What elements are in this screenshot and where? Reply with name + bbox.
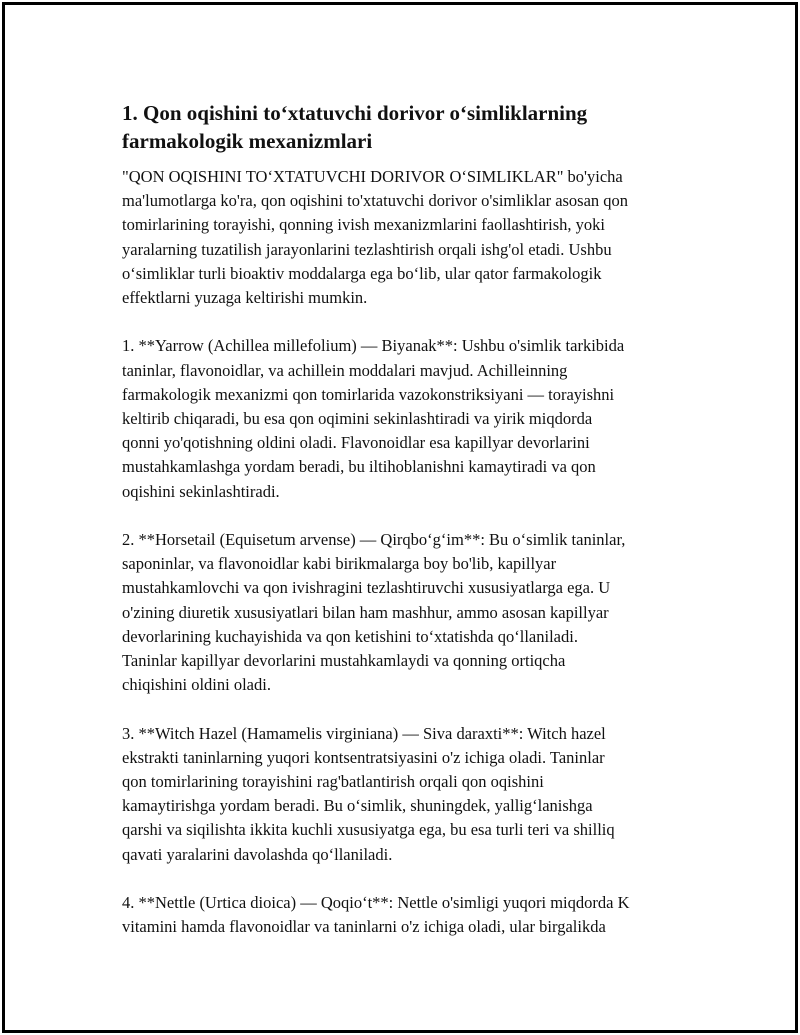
list-item-nettle xyxy=(122,891,697,939)
text-line: taninlar, flavonoidlar, va achillein moddalari mavjud. Achilleinning xyxy=(122,360,568,380)
paragraph-gap xyxy=(122,867,697,891)
text-line: qonni yo'qotishning oldini oladi. Flavonoidlar esa kapillyar devorlarini xyxy=(122,433,590,453)
heading-line-1: 1. Qon oqishini to‘xtatuvchi dorivor o‘simliklarning xyxy=(122,101,588,125)
text-line: Taninlar kapillyar devorlarini mustahkamlaydi va qonning ortiqcha xyxy=(122,651,566,671)
text-line: qavati yaralarini davolashda qo‘llaniladi. xyxy=(122,844,393,864)
text-line: ma'lumotlarga ko'ra, qon oqishini to'xtatuvchi dorivor o'simliklar asosan qon xyxy=(122,191,629,211)
text-line: 1. **Yarrow (Achillea millefolium) — Biyanak**: Ushbu o'simlik tarkibida xyxy=(122,336,625,356)
text-line: o‘simliklar turli bioaktiv moddalarga ega bo‘lib, ular qator farmakologik xyxy=(122,263,602,283)
text-line: mustahkamlashga yordam beradi, bu iltihoblanishni kamaytiradi va qon xyxy=(122,457,596,477)
text-line: 4. **Nettle (Urtica dioica) — Qoqio‘t**: Nettle o'simligi yuqori miqdorda K xyxy=(122,893,630,913)
text-line: saponinlar, va flavonoidlar kabi birikmalarga boy bo'lib, kapillyar xyxy=(122,554,557,574)
text-line: yaralarning tuzatilish jarayonlarini tezlashtirish orqali ishg'ol etadi. Ushbu xyxy=(122,239,612,259)
list-item-yarrow xyxy=(122,334,697,503)
heading-line-2: farmakologik mexanizmlari xyxy=(122,129,373,153)
text-line: "QON OQISHINI TO‘XTATUVCHI DORIVOR O‘SIMLIKLAR" bo'yicha xyxy=(122,167,623,186)
text-line: qarshi va siqilishta ikkita kuchli xususiyatga ega, bu esa turli teri va shilliq xyxy=(122,820,615,840)
list-item-witch-hazel xyxy=(122,722,697,867)
text-line: devorlarining kuchayishida va qon ketishini to‘xtatishda qo‘llaniladi. xyxy=(122,626,578,646)
text-line: ekstrakti taninlarning yuqori kontsentratsiyasini o'z ichiga oladi. Taninlar xyxy=(122,747,605,767)
text-line: effektlarni yuzaga keltirishi mumkin. xyxy=(122,288,368,308)
paragraph-gap xyxy=(122,697,697,721)
text-line: tomirlarining torayishi, qonning ivish mexanizmlarini faollashtirish, yoki xyxy=(122,215,606,235)
text-line: qon tomirlarining torayishini rag'batlantirish orqali qon oqishini xyxy=(122,772,544,792)
text-line: kamaytirishga yordam beradi. Bu o‘simlik, shuningdek, yallig‘lanishga xyxy=(122,796,593,816)
intro-paragraph xyxy=(122,165,697,310)
paragraph-gap xyxy=(122,310,697,334)
text-line: vitamini hamda flavonoidlar va taninlarni o'z ichiga oladi, ular birgalikda xyxy=(122,917,606,937)
paragraph-gap xyxy=(122,504,697,528)
text-line: 2. **Horsetail (Equisetum arvense) — Qirqbo‘g‘im**: Bu o‘simlik taninlar, xyxy=(122,530,626,550)
text-line: o'zining diuretik xususiyatlari bilan ham mashhur, ammo asosan kapillyar xyxy=(122,602,609,622)
page-frame xyxy=(2,2,798,1033)
list-item-horsetail xyxy=(122,528,697,697)
text-line: farmakologik mexanizmi qon tomirlarida vazokonstriksiyani — torayishni xyxy=(122,384,615,404)
document-body xyxy=(122,99,697,939)
section-heading xyxy=(122,99,697,155)
text-line: keltirib chiqaradi, bu esa qon oqimini sekinlashtiradi va yirik miqdorda xyxy=(122,409,593,429)
text-line: 3. **Witch Hazel (Hamamelis virginiana) — Siva daraxti**: Witch hazel xyxy=(122,723,606,743)
text-line: oqishini sekinlashtiradi. xyxy=(122,481,280,501)
text-line: mustahkamlovchi va qon ivishragini tezlashtiruvchi xususiyatlarga ega. U xyxy=(122,578,611,598)
text-line: chiqishini oldini oladi. xyxy=(122,675,271,695)
